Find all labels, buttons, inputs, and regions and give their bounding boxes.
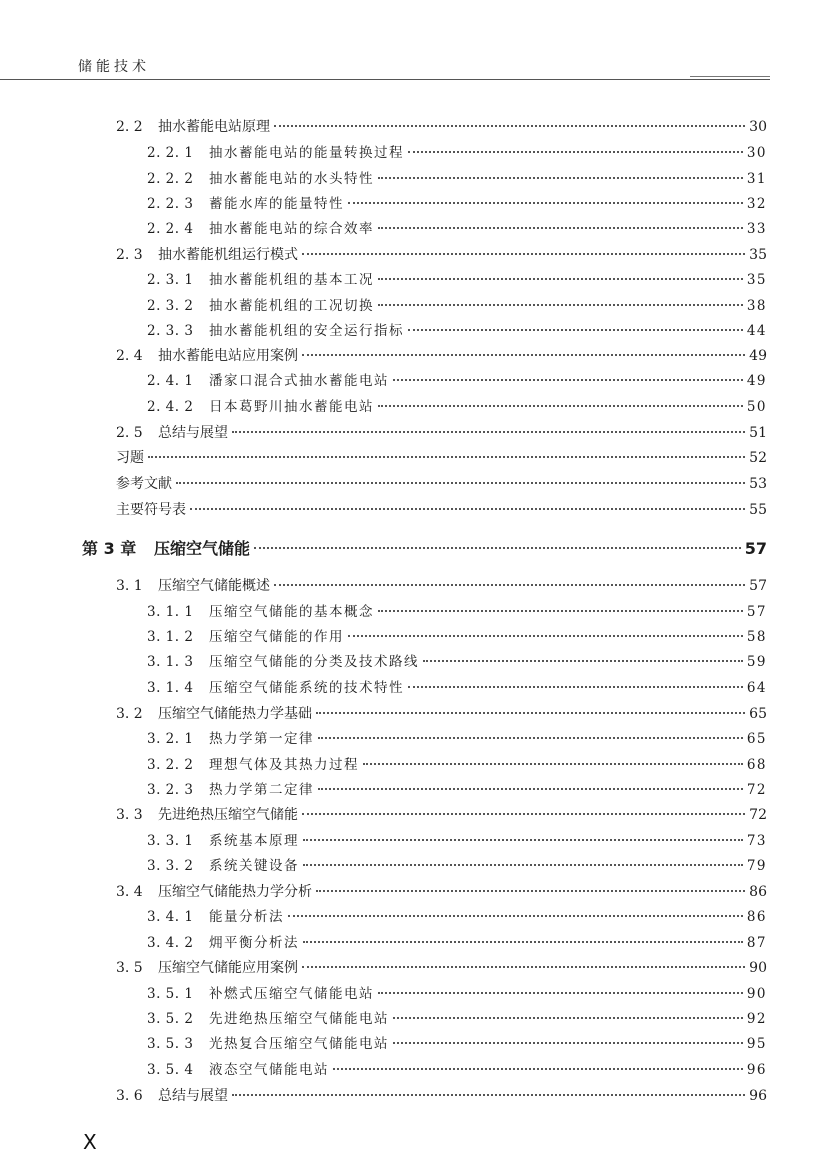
toc-entry[interactable] [147, 857, 767, 875]
toc-entry[interactable] [147, 372, 767, 390]
toc-dot-leader [408, 686, 743, 688]
toc-entry-page: 35 [746, 272, 767, 288]
toc-dot-leader [363, 763, 743, 765]
toc-entry-number: 3. 6 [116, 1088, 143, 1104]
toc-entry-title: 光热复合压缩空气储能电站 [209, 1036, 389, 1052]
toc-entry-number: 3. 3. 2 [147, 858, 194, 874]
toc-entry-title: 先进绝热压缩空气储能电站 [209, 1011, 389, 1027]
toc-dot-leader [302, 966, 745, 968]
toc-entry-page: 57 [746, 604, 767, 620]
toc-dot-leader [408, 329, 743, 331]
toc-entry-page: 50 [746, 399, 767, 415]
toc-dot-leader [274, 125, 745, 127]
toc-entry-number: 3. 5. 2 [147, 1011, 194, 1027]
toc-entry-number: 3. 1. 4 [147, 680, 194, 696]
toc-dot-leader [302, 813, 745, 815]
toc-dot-leader [274, 584, 745, 586]
toc-entry-title: 抽水蓄能机组运行模式 [158, 247, 298, 263]
toc-entry-number: 3. 5. 3 [147, 1036, 194, 1052]
toc-entry[interactable] [147, 832, 767, 850]
toc-entry-page: 65 [746, 731, 767, 747]
toc-entry-page: 53 [749, 476, 767, 492]
toc-entry-number: 2. 5 [116, 425, 143, 441]
toc-entry-page: 31 [746, 171, 767, 187]
toc-dot-leader [316, 712, 745, 714]
toc-entry[interactable] [116, 577, 767, 595]
toc-entry-page: 30 [749, 119, 767, 135]
toc-entry-title: 补燃式压缩空气储能电站 [209, 986, 374, 1002]
toc-entry[interactable] [147, 220, 767, 238]
toc-dot-leader [378, 227, 743, 229]
toc-entry[interactable] [147, 653, 767, 671]
toc-dot-leader [378, 992, 743, 994]
toc-entry-number: 2. 2. 4 [147, 221, 194, 237]
toc-dot-leader [302, 354, 745, 356]
toc-entry-title: 热力学第二定律 [209, 782, 314, 798]
toc-entry[interactable] [147, 271, 767, 289]
toc-entry-title: 潘家口混合式抽水蓄能电站 [209, 373, 389, 389]
toc-entry-page: 72 [746, 782, 767, 798]
toc-dot-leader [318, 788, 743, 790]
toc-dot-leader [378, 610, 743, 612]
toc-entry-page: 51 [749, 425, 767, 441]
toc-entry[interactable] [147, 730, 767, 748]
toc-entry-number: 3. 3. 1 [147, 833, 194, 849]
toc-entry-title: 压缩空气储能 [154, 539, 251, 558]
toc-dot-leader [348, 635, 743, 637]
toc-dot-leader [190, 508, 745, 510]
toc-entry-page: 57 [749, 578, 767, 594]
toc-entry-number: 2. 2. 1 [147, 145, 194, 161]
toc-dot-leader [254, 547, 741, 549]
toc-entry-number: 3. 2. 1 [147, 731, 194, 747]
toc-dot-leader [148, 456, 745, 458]
toc-entry-title: 先进绝热压缩空气储能 [158, 807, 298, 823]
toc-entry-title: 抽水蓄能电站的综合效率 [209, 221, 374, 237]
toc-entry-page: 90 [746, 986, 767, 1002]
toc-dot-leader [232, 1094, 745, 1096]
toc-dot-leader [288, 915, 743, 917]
toc-entry[interactable] [116, 449, 767, 467]
toc-entry[interactable] [147, 1035, 767, 1053]
toc-entry-title: 抽水蓄能电站应用案例 [158, 348, 298, 364]
toc-dot-leader [378, 304, 743, 306]
toc-entry-page: 44 [746, 323, 767, 339]
toc-entry-page: 59 [746, 654, 767, 670]
toc-entry-page: 86 [746, 909, 767, 925]
toc-entry-title: 参考文献 [116, 476, 172, 492]
toc-entry-page: 72 [749, 807, 767, 823]
toc-entry-number: 2. 3. 3 [147, 323, 194, 339]
toc-entry-number: 2. 3. 1 [147, 272, 194, 288]
toc-entry-title: 系统关键设备 [209, 858, 299, 874]
toc-dot-leader [423, 660, 743, 662]
toc-entry-title: 能量分析法 [209, 909, 284, 925]
toc-entry-number: 3. 4. 1 [147, 909, 194, 925]
toc-chapter-entry[interactable] [82, 538, 767, 560]
toc-entry-number: 2. 3. 2 [147, 298, 194, 314]
toc-entry-page: 32 [746, 196, 767, 212]
toc-entry[interactable] [116, 118, 767, 136]
toc-entry[interactable] [147, 985, 767, 1003]
toc-entry-number: 3. 1. 1 [147, 604, 194, 620]
toc-entry-title: 抽水蓄能电站的水头特性 [209, 171, 374, 187]
toc-entry-page: 92 [746, 1011, 767, 1027]
toc-dot-leader [333, 1068, 743, 1070]
toc-dot-leader [303, 941, 743, 943]
toc-entry[interactable] [116, 424, 767, 442]
toc-entry-page: 73 [746, 833, 767, 849]
toc-entry-page: 96 [749, 1088, 767, 1104]
toc-entry-title: 热力学第一定律 [209, 731, 314, 747]
toc-entry-page: 68 [746, 757, 767, 773]
toc-entry-number: 3. 5 [116, 960, 143, 976]
toc-entry-page: 95 [746, 1036, 767, 1052]
toc-entry-title: 系统基本原理 [209, 833, 299, 849]
toc-entry-title: 抽水蓄能机组的基本工况 [209, 272, 374, 288]
toc-entry[interactable] [147, 195, 767, 213]
toc-entry-number: 2. 3 [116, 247, 143, 263]
toc-entry-page: 58 [746, 629, 767, 645]
toc-entry[interactable] [147, 603, 767, 621]
toc-entry-page: 33 [746, 221, 767, 237]
toc-entry-number: 2. 4. 2 [147, 399, 194, 415]
toc-dot-leader [393, 379, 743, 381]
toc-entry-number: 3. 2. 3 [147, 782, 194, 798]
toc-entry-page: 30 [746, 145, 767, 161]
toc-entry-title: 主要符号表 [116, 502, 186, 518]
toc-dot-leader [318, 737, 743, 739]
toc-entry-page: 35 [749, 247, 767, 263]
toc-dot-leader [348, 202, 743, 204]
toc-entry[interactable] [116, 501, 767, 519]
toc-entry-page: 57 [744, 539, 767, 558]
toc-dot-leader [393, 1017, 743, 1019]
toc-entry[interactable] [116, 959, 767, 977]
toc-entry-number: 3. 3 [116, 807, 143, 823]
toc-entry[interactable] [116, 705, 767, 723]
toc-entry[interactable] [147, 756, 767, 774]
toc-entry-page: 52 [749, 450, 767, 466]
toc-entry-number: 第 3 章 [82, 539, 137, 558]
toc-entry-title: 总结与展望 [158, 1088, 228, 1104]
toc-entry[interactable] [147, 170, 767, 188]
toc-entry-title: 抽水蓄能机组的工况切换 [209, 298, 374, 314]
toc-dot-leader [176, 482, 745, 484]
toc-entry[interactable] [147, 322, 767, 340]
toc-entry[interactable] [116, 246, 767, 264]
toc-entry-number: 2. 4 [116, 348, 143, 364]
toc-entry-page: 38 [746, 298, 767, 314]
page-number-marker: X [83, 1130, 97, 1154]
toc-entry-page: 90 [749, 960, 767, 976]
toc-entry[interactable] [116, 347, 767, 365]
toc-entry-page: 49 [749, 348, 767, 364]
toc-entry-number: 2. 2. 3 [147, 196, 194, 212]
toc-entry-number: 3. 1 [116, 578, 143, 594]
toc-entry-title: 压缩空气储能的分类及技术路线 [209, 654, 419, 670]
toc-dot-leader [378, 278, 743, 280]
toc-dot-leader [303, 839, 743, 841]
toc-entry-page: 87 [746, 935, 767, 951]
toc-entry-number: 3. 1. 3 [147, 654, 194, 670]
toc-entry[interactable] [116, 883, 767, 901]
toc-entry-number: 3. 4 [116, 884, 143, 900]
toc-entry-page: 65 [749, 706, 767, 722]
toc-entry-page: 86 [749, 884, 767, 900]
toc-entry-title: 抽水蓄能电站原理 [158, 119, 270, 135]
toc-entry-title: 日本葛野川抽水蓄能电站 [209, 399, 374, 415]
toc-entry-page: 96 [746, 1062, 767, 1078]
toc-entry-title: 压缩空气储能热力学分析 [158, 884, 312, 900]
toc-entry-title: 压缩空气储能的作用 [209, 629, 344, 645]
toc-entry[interactable] [147, 1061, 767, 1079]
toc-entry-number: 3. 2. 2 [147, 757, 194, 773]
toc-entry-title: 习题 [116, 450, 144, 466]
toc-dot-leader [316, 890, 745, 892]
toc-entry-title: 压缩空气储能概述 [158, 578, 270, 594]
toc-entry[interactable] [147, 628, 767, 646]
toc-entry[interactable] [147, 144, 767, 162]
toc-entry-title: 压缩空气储能的基本概念 [209, 604, 374, 620]
toc-entry-title: 㶲平衡分析法 [209, 935, 299, 951]
toc-entry-page: 79 [746, 858, 767, 874]
toc-entry[interactable] [116, 1087, 767, 1105]
toc-entry-title: 压缩空气储能热力学基础 [158, 706, 312, 722]
toc-entry[interactable] [147, 398, 767, 416]
toc-entry[interactable] [147, 908, 767, 926]
toc-entry[interactable] [116, 475, 767, 493]
toc-dot-leader [302, 253, 745, 255]
toc-dot-leader [303, 864, 743, 866]
toc-entry-number: 2. 4. 1 [147, 373, 194, 389]
toc-entry[interactable] [147, 679, 767, 697]
toc-dot-leader [378, 405, 743, 407]
toc-entry-number: 3. 1. 2 [147, 629, 194, 645]
toc-entry-number: 3. 2 [116, 706, 143, 722]
toc-entry-title: 液态空气储能电站 [209, 1062, 329, 1078]
toc-entry-page: 49 [746, 373, 767, 389]
toc-dot-leader [408, 151, 743, 153]
toc-entry[interactable] [147, 781, 767, 799]
toc-entry-number: 3. 5. 4 [147, 1062, 194, 1078]
toc-entry-page: 64 [746, 680, 767, 696]
toc-entry-title: 抽水蓄能电站的能量转换过程 [209, 145, 404, 161]
toc-entry[interactable] [116, 806, 767, 824]
toc-entry-number: 3. 5. 1 [147, 986, 194, 1002]
toc-entry[interactable] [147, 1010, 767, 1028]
toc-entry[interactable] [147, 297, 767, 315]
toc-entry-page: 55 [749, 502, 767, 518]
toc-entry-title: 抽水蓄能机组的安全运行指标 [209, 323, 404, 339]
toc-entry-title: 压缩空气储能应用案例 [158, 960, 298, 976]
toc-entry-title: 压缩空气储能系统的技术特性 [209, 680, 404, 696]
toc-entry[interactable] [147, 934, 767, 952]
running-header-title: 储能技术 [78, 59, 150, 75]
toc-entry-title: 总结与展望 [158, 425, 228, 441]
toc-entry-number: 2. 2. 2 [147, 171, 194, 187]
toc-dot-leader [393, 1042, 743, 1044]
toc-entry-number: 2. 2 [116, 119, 143, 135]
toc-entry-number: 3. 4. 2 [147, 935, 194, 951]
toc-dot-leader [232, 431, 745, 433]
toc-dot-leader [378, 177, 743, 179]
toc-entry-title: 理想气体及其热力过程 [209, 757, 359, 773]
toc-entry-title: 蓄能水库的能量特性 [209, 196, 344, 212]
